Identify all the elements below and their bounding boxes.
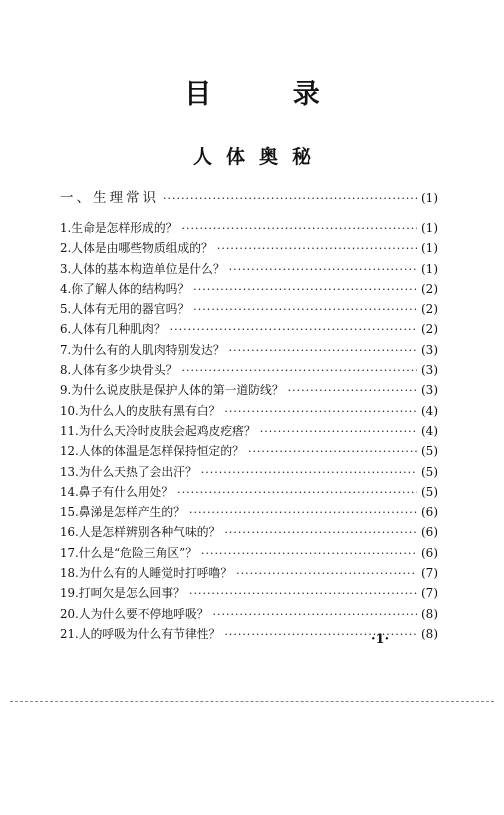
entry-number: 15. bbox=[60, 505, 79, 520]
entry-title: 人体有多少块骨头？ bbox=[71, 363, 178, 378]
dot-leader bbox=[189, 506, 417, 519]
toc-entry bbox=[60, 402, 438, 422]
entry-page-number: (5) bbox=[421, 444, 438, 459]
toc-entry bbox=[60, 544, 438, 564]
entry-title: 什么是“危险三角区”？ bbox=[78, 545, 198, 560]
entry-page-number: (1) bbox=[421, 261, 438, 276]
dot-leader bbox=[193, 283, 417, 296]
toc-entry bbox=[60, 219, 438, 239]
dot-leader bbox=[229, 344, 417, 357]
entry-title: 生命是怎样形成的？ bbox=[71, 221, 178, 235]
entry-title: 鼻子有什么用处？ bbox=[78, 484, 174, 499]
entry-page-number: (3) bbox=[421, 383, 438, 398]
toc-entry bbox=[60, 483, 438, 503]
entry-title: 人体有几种肌肉？ bbox=[71, 322, 166, 337]
entry-number: 2. bbox=[60, 241, 72, 256]
toc-entry bbox=[60, 260, 438, 280]
entry-page-number: (2) bbox=[421, 302, 438, 317]
entry-page-number: (7) bbox=[421, 586, 438, 601]
entry-page-number: (2) bbox=[421, 281, 438, 296]
entry-title: 为什么天热了会出汗？ bbox=[78, 464, 197, 479]
toc-entry bbox=[60, 523, 438, 543]
entry-number: 18. bbox=[60, 566, 79, 581]
dot-leader bbox=[248, 445, 417, 458]
entry-page-number: (7) bbox=[421, 566, 438, 581]
entry-title: 打呵欠是怎么回事？ bbox=[78, 586, 185, 601]
entry-page-number: (5) bbox=[421, 464, 438, 479]
entry-number: 11. bbox=[60, 423, 79, 438]
dot-leader bbox=[229, 263, 417, 276]
toc-entry bbox=[60, 341, 438, 361]
toc-entry bbox=[60, 463, 438, 483]
entry-title: 人的呼吸为什么有节律性？ bbox=[78, 626, 221, 641]
entry-number: 10. bbox=[60, 403, 79, 418]
toc-entry bbox=[60, 239, 438, 259]
entry-number: 21. bbox=[60, 626, 79, 641]
dot-leader bbox=[170, 323, 417, 336]
entry-title: 为什么人的皮肤有黑有白？ bbox=[78, 403, 221, 418]
dot-leader bbox=[260, 425, 417, 438]
entry-page-number: (4) bbox=[421, 423, 438, 438]
entry-number: 16. bbox=[60, 525, 79, 540]
bottom-divider bbox=[10, 701, 494, 702]
page-folio: ·1· bbox=[371, 632, 390, 647]
entry-title: 人体是由哪些物质组成的？ bbox=[71, 241, 213, 256]
entry-number: 17. bbox=[60, 545, 79, 560]
entry-title: 为什么有的人睡觉时打呼噜？ bbox=[78, 566, 233, 581]
dot-leader bbox=[213, 608, 417, 621]
entry-title: 人体有无用的器官吗？ bbox=[71, 302, 190, 317]
entry-number: 1. bbox=[60, 221, 72, 235]
toc-entry bbox=[60, 584, 438, 604]
page-title: 目 录 bbox=[184, 79, 356, 110]
toc-entry bbox=[60, 422, 438, 442]
dot-leader bbox=[177, 486, 417, 499]
entry-number: 13. bbox=[60, 464, 79, 479]
dot-leader bbox=[236, 567, 417, 580]
dot-leader bbox=[224, 405, 417, 418]
toc-list bbox=[60, 219, 438, 645]
entry-page-number: (2) bbox=[421, 322, 438, 337]
toc-entry bbox=[60, 361, 438, 381]
entry-title: 人体的体温是怎样保持恒定的？ bbox=[78, 444, 244, 459]
dot-leader bbox=[193, 303, 417, 316]
toc-entry bbox=[60, 381, 438, 401]
dot-leader bbox=[189, 587, 417, 600]
entry-title: 鼻涕是怎样产生的？ bbox=[78, 505, 185, 520]
entry-title: 你了解人体的结构吗？ bbox=[71, 281, 190, 296]
entry-page-number: (3) bbox=[421, 342, 438, 357]
book-subtitle: 人体奥秘 bbox=[192, 146, 325, 168]
dot-leader bbox=[201, 466, 417, 479]
toc-entry bbox=[60, 442, 438, 462]
dot-leader bbox=[288, 384, 417, 397]
toc-entry bbox=[60, 605, 438, 625]
dot-leader bbox=[181, 364, 417, 377]
entry-page-number: (6) bbox=[421, 525, 438, 540]
entry-number: 9. bbox=[60, 383, 72, 398]
entry-title: 为什么有的人肌肉特别发达？ bbox=[71, 342, 225, 357]
entry-number: 19. bbox=[60, 586, 79, 601]
entry-title: 人体的基本构造单位是什么？ bbox=[71, 261, 225, 276]
entry-number: 12. bbox=[60, 444, 79, 459]
dot-leader bbox=[163, 192, 417, 205]
entry-number: 3. bbox=[60, 261, 72, 276]
entry-page-number: (5) bbox=[421, 484, 438, 499]
entry-title: 人是怎样辨别各种气味的？ bbox=[78, 525, 221, 540]
entry-number: 5. bbox=[60, 302, 72, 317]
entry-page-number: (6) bbox=[421, 505, 438, 520]
dot-leader bbox=[201, 547, 417, 560]
section-page-number: (1) bbox=[421, 191, 438, 205]
dot-leader bbox=[217, 242, 417, 255]
entry-title: 为什么说皮肤是保护人体的第一道防线？ bbox=[71, 383, 284, 398]
toc-entry bbox=[60, 320, 438, 340]
entry-page-number: (3) bbox=[421, 363, 438, 378]
entry-number: 7. bbox=[60, 342, 72, 357]
entry-number: 20. bbox=[60, 606, 79, 621]
entry-page-number: (8) bbox=[421, 606, 438, 621]
entry-title: 为什么天冷时皮肤会起鸡皮疙瘩？ bbox=[78, 423, 256, 438]
toc-entry bbox=[60, 503, 438, 523]
toc-entry bbox=[60, 300, 438, 320]
section-heading bbox=[60, 186, 438, 206]
entry-page-number: (1) bbox=[421, 241, 438, 256]
entry-title: 人为什么要不停地呼吸？ bbox=[78, 606, 209, 621]
toc-entry bbox=[60, 564, 438, 584]
entry-number: 6. bbox=[60, 322, 72, 337]
toc-entry bbox=[60, 280, 438, 300]
section-label: 一、生理常识 bbox=[60, 190, 159, 206]
entry-number: 8. bbox=[60, 363, 72, 378]
dot-leader bbox=[181, 222, 417, 235]
entry-number: 14. bbox=[60, 484, 79, 499]
entry-page-number: (6) bbox=[421, 545, 438, 560]
entry-page-number: (4) bbox=[421, 403, 438, 418]
entry-number: 4. bbox=[60, 281, 72, 296]
entry-page-number: (1) bbox=[421, 221, 438, 235]
entry-page-number: (8) bbox=[421, 626, 438, 641]
dot-leader bbox=[224, 526, 417, 539]
